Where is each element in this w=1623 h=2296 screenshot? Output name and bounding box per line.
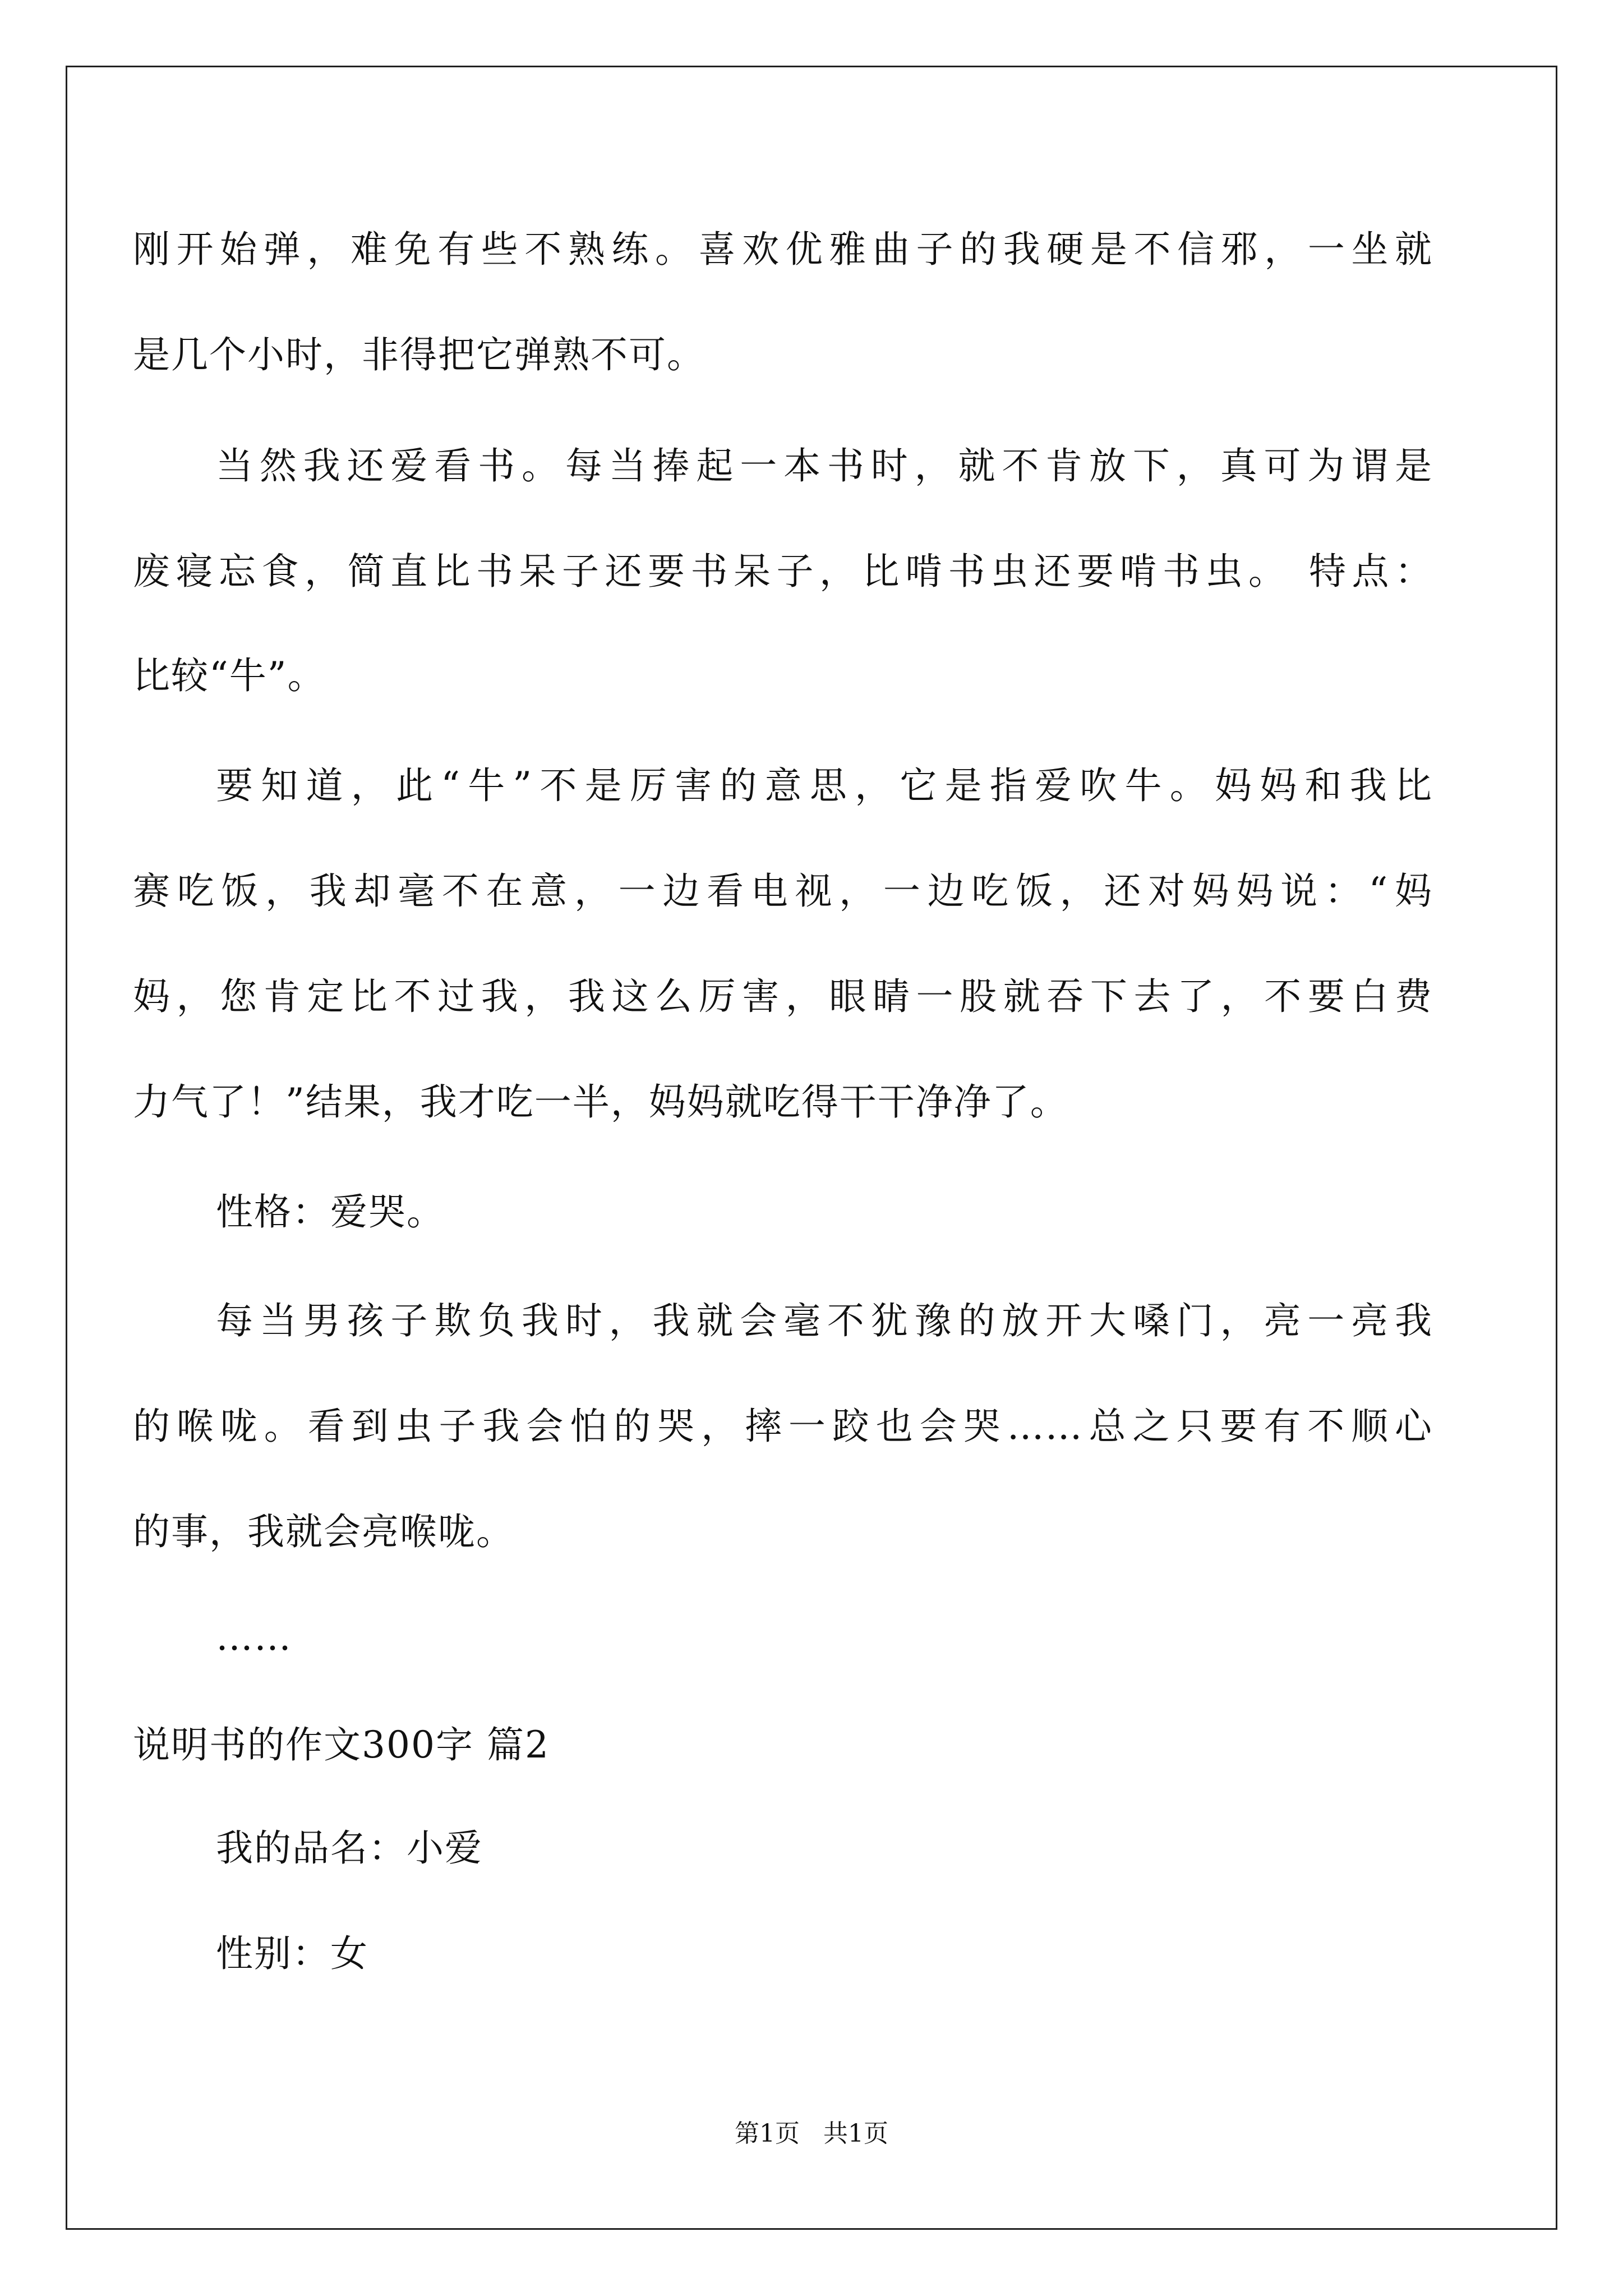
text-line: 性别：女 [216,1932,368,1975]
text-line: 是几个小时，非得把它弹熟不可。 [133,333,705,376]
page-border [66,66,1557,2230]
text-line: 的事，我就会亮喉咙。 [133,1510,514,1553]
text-line: 我的品名：小爱 [216,1826,483,1870]
text-line: 刚开始弹，难免有些不熟练。喜欢优雅曲子的我硬是不信邪，一坐就 [133,228,1433,271]
text-line: 的喉咙。看到虫子我会怕的哭，摔一跤也会哭……总之只要有不顺心 [133,1405,1433,1448]
section-heading: 说明书的作文300字 篇2 [133,1723,550,1766]
text-line: 力气了！”结果，我才吃一半，妈妈就吃得干干净净了。 [133,1080,1068,1124]
text-line: 比较“牛”。 [133,654,326,697]
page-total: 共1页 [823,2119,888,2148]
text-line: …… [216,1616,292,1659]
page-number: 第1页 [735,2119,800,2148]
text-line: 要知道，此“牛”不是厉害的意思，它是指爱吹牛。妈妈和我比 [216,764,1433,807]
page-footer [0,2119,1623,2148]
text-line: 废寝忘食，简直比书呆子还要书呆子，比啃书虫还要啃书虫。 特点： [133,550,1433,593]
text-line: 当然我还爱看书。每当捧起一本书时，就不肯放下，真可为谓是 [216,444,1433,487]
text-line: 妈，您肯定比不过我，我这么厉害，眼睛一股就吞下去了，不要白费 [133,975,1433,1018]
text-line: 性格：爱哭。 [216,1190,445,1234]
text-line: 赛吃饭，我却毫不在意，一边看电视，一边吃饭，还对妈妈说：“妈 [133,869,1433,913]
text-line: 每当男孩子欺负我时，我就会毫不犹豫的放开大嗓门，亮一亮我 [216,1299,1433,1342]
